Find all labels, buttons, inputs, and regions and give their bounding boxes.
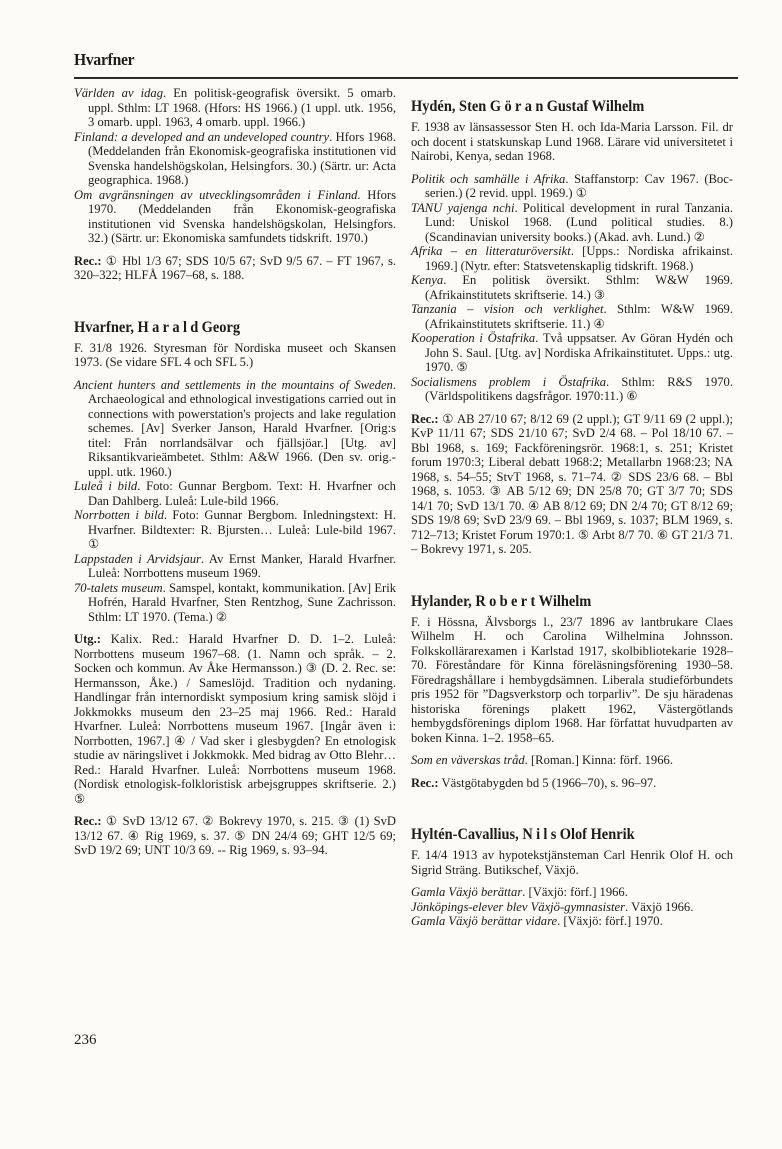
work-details: . En politisk-geografisk översikt. 5 omarb. uppl. Sthlm: LT 1968. (Hfors: HS 1966.) (1 uppl. utk. 1956, 3 omarb. uppl. 1963, 4 omarb. uppl. 1966.) bbox=[88, 86, 396, 129]
work-details: . Hfors 1970. (Meddelanden från Ekonomisk-geografiska institutionen vid Svenska handelshögskolan, Helsingfors. 32.) (Särtr. ur: Ekonomiska samfundets tidskrift. 1970.) bbox=[88, 187, 396, 245]
work-details: . Hfors 1968. (Meddelanden från Ekonomisk-geografiska institutionen vid Svenska handelshögskolan, Helsingfors. 30.) (Särtr. ur: Acta geographica. 1968.) bbox=[88, 129, 396, 187]
edited-works bbox=[74, 632, 396, 806]
work-title: Om avgränsningen av utvecklingsområden i Finland bbox=[74, 187, 358, 202]
work-item bbox=[411, 914, 733, 929]
work-title: Kenya bbox=[411, 273, 444, 287]
work-item bbox=[411, 201, 733, 245]
work-item bbox=[411, 900, 733, 915]
work-details: . Foto: Gunnar Bergbom. Inledningstext: H. Hvarfner. Bildtexter: R. Bjursten… Luleå: Lule-bild 1967. ① bbox=[88, 508, 396, 551]
entry-heading: Hydén, Sten GöranGustaf Wilhelm bbox=[411, 98, 645, 115]
work-details: . Political development in rural Tanzania. Lund: Uniskol 1968. (Lund political studies. 8.) (Scandinavian university books.) (Akad. avh. Lund.) ② bbox=[425, 200, 733, 244]
reviews bbox=[411, 776, 733, 791]
work-title: Gamla Växjö berättar bbox=[411, 885, 523, 899]
work-title: Lappstaden i Arvidsjaur bbox=[74, 551, 201, 566]
reviews-text: ① AB 27/10 67; 8/12 69 (2 uppl.); GT 9/11 69 (2 uppl.); KvP 11/11 67; SDS 21/10 67; SvD 2/4 68. – Pol 18/10 67. – Bbl 1968, s. 169; Fackföreningsrör. 1968:1, s. 251; Kristet forum 1970:3; Liberal debatt 1968:2; Metallarbn 1968:23; NA 1968, s. 54–55; StvT 1968, s. 71–74. ② SDS 23/6 68. – Bbl 1968, s. 1053. ③ AB 5/12 69; DN 25/8 70; GT 3/7 70; SDS 14/1 70; SvD 13/1 70. ④ AB 8/12 69; DN 2/4 70; GT 8/12 69; SDS 19/8 69; SvD 23/9 69. – Bbl 1969, s. 1037; BLM 1969, s. 712–713; Kristet Forum 1970:1. ⑤ Arbt 8/7 70. ⑥ GT 21/3 71. – Bokrevy 1971, s. 205. bbox=[411, 411, 733, 556]
work-details: . Samspel, kontakt, kommunikation. [Av] Erik Hofrén, Harald Hvarfner, Sten Rentzhog, Sune Zachrisson. Sthlm: LT 1970. (Tema.) ② bbox=[88, 580, 396, 624]
work-details: . Foto: Gunnar Bergbom. Text: H. Hvarfner och Dan Dahlberg. Luleå: Lule-bild 1966. bbox=[88, 479, 396, 508]
reviews-label: Rec.: bbox=[411, 411, 439, 426]
work-item bbox=[411, 172, 733, 201]
reviews-label: Rec.: bbox=[74, 253, 102, 268]
work-title: Luleå i bild bbox=[74, 479, 138, 493]
work-details: . [Upps.: Nordiska afrikainst. 1969.] (Nytr. efter: Statsvetenskaplig tidskrift. 1968.) bbox=[425, 244, 734, 273]
work-title: 70-talets museum bbox=[74, 580, 163, 595]
reviews bbox=[411, 412, 733, 557]
work-title: Jönköpings-elever blev Växjö-gymnasister bbox=[411, 899, 626, 914]
given-name-spaced: Robert bbox=[475, 592, 539, 610]
work-details: . Två uppsatser. Av Göran Hydén och John S. Saul. [Utg. av] Nordiska Afrikainstitutet. Upps.: utg. 1970. ⑤ bbox=[425, 331, 733, 374]
work-item bbox=[74, 378, 396, 480]
work-title: Kooperation i Östafrika bbox=[411, 331, 536, 345]
work-item bbox=[74, 188, 396, 246]
entry-heading: Hyltén-Cavallius, NilsOlof Henrik bbox=[411, 826, 635, 843]
work-title: Politik och samhälle i Afrika bbox=[411, 171, 566, 186]
work-details: . Sthlm: R&S 1970. (Världspolitikens dagsfrågor. 1970:11.) ⑥ bbox=[425, 374, 733, 403]
work-item bbox=[74, 86, 396, 130]
work-item bbox=[411, 375, 733, 404]
work-title: Gamla Växjö berättar vidare bbox=[411, 914, 558, 928]
biography: F. i Hössna, Älvsborgs l., 23/7 1896 av lantbrukare Claes Wilhelm H. och Carolina Wilhelmina Johnsson. Folkskollärarexamen i Karlstad 1917, skolbibliotekarie 1928–70. Föreståndare för Kinna föreläsningsförening 1930–58. Föredragshållare i hembygdsämnen. Liberala studieförbundets pris 1952 för ”Dagsverkstorp och torparliv”. De sju häradenas historiska förenings plakett 1962, Västergötlands hembygdsförenings diplom 1968. Har författat huvudparten av boken Kinna. 1–2. 1958–65. bbox=[411, 614, 733, 745]
entry-hyden bbox=[411, 98, 733, 557]
given-name-spaced: Nils bbox=[522, 826, 560, 843]
reviews-label: Rec.: bbox=[411, 775, 439, 790]
work-title: Som en väverskas tråd bbox=[411, 753, 525, 767]
work-item bbox=[411, 302, 733, 331]
work-details: . Sthlm: W&W 1969. (Afrikainstitutets skriftserie. 11.) ④ bbox=[425, 302, 733, 331]
edited-label: Utg.: bbox=[74, 632, 101, 646]
work-details: . [Roman.] Kinna: förf. 1966. bbox=[524, 753, 673, 767]
reviews bbox=[74, 254, 396, 283]
biography: F. 14/4 1913 av hypotekstjänsteman Carl Henrik Olof H. och Sigrid Sträng. Butikschef, Växjö. bbox=[411, 848, 733, 877]
reviews-text: ① Hbl 1/3 67; SDS 10/5 67; SvD 9/5 67. – FT 1967, s. 320–322; HLFÅ 1967–68, s. 188. bbox=[74, 253, 396, 282]
work-title: Socialismens problem i Östafrika bbox=[411, 374, 607, 389]
work-item bbox=[74, 581, 396, 625]
work-details: . Växjö 1966. bbox=[625, 899, 694, 914]
header-rule bbox=[74, 77, 738, 79]
work-details: . [Växjö: förf.] 1970. bbox=[557, 914, 663, 928]
work-item bbox=[411, 244, 733, 273]
work-title: TANU yajenga nchi bbox=[411, 200, 515, 215]
entry-hylander bbox=[411, 593, 733, 791]
edited-text: Kalix. Red.: Harald Hvarfner D. D. 1–2. Luleå: Norrbottens museum 1967–68. (1. Namn och språk. – 2. Socken och kommun. Av Åke Hermansson.) ③ (D. 2. Rec. se: Hermansson, Åke.) / Sameslöjd. Tradition och nydaning. Handlingar från internordiskt symposium kring samisk slöjd i Jokkmokks museum den 23–25 maj 1966. Red.: Harald Hvarfner. Luleå: Norrbottens museum 1967. [Ingår även i: Norrbotten, 1967.] ④ / Vad sker i glesbygden? En etnologisk studie av näringslivet i Jokkmokk. Med bidrag av Otto Blehr… Red.: Harald Hvarfner. Luleå: Norrbottens museum 1968. (Nordisk etnologisk-folkloristisk arbejsgruppes skriftserie. 2.) ⑤ bbox=[74, 632, 396, 806]
work-details: . Archaeological and ethnological investigations carried out in connections with powerstation's projects and lake regulation schemes. [Av] Sverker Janson, Harald Hvarfner. [Orig:s titel: Från norrlandsälvar och fjällsjöar.] [Utg. av] Riksantikvarieämbetet. Sthlm: A&W 1966. (Den sv. orig.-uppl. utk. 1960.) bbox=[88, 377, 396, 479]
work-item bbox=[411, 885, 733, 900]
work-title: Tanzania – vision och verklighet bbox=[411, 302, 604, 316]
work-title: Norrbotten i bild bbox=[74, 508, 164, 522]
entry-heading: Hylander, RobertWilhelm bbox=[411, 592, 592, 610]
work-title: Afrika – en litteraturöversikt bbox=[411, 244, 571, 258]
work-title: Världen av idag bbox=[74, 86, 163, 100]
work-item bbox=[74, 508, 396, 552]
entry-hvarfner-harald bbox=[74, 319, 396, 858]
work-title: Finland: a developed and an undeveloped country bbox=[74, 129, 330, 144]
work-details: . [Växjö: förf.] 1966. bbox=[522, 885, 628, 899]
work-item bbox=[74, 130, 396, 188]
entry-hylten-cavallius bbox=[411, 826, 733, 929]
biography: F. 31/8 1926. Styresman för Nordiska museet och Skansen 1973. (Se vidare SFL 4 och SFL 5.) bbox=[74, 340, 396, 369]
reviews-text: Västgötabygden bd 5 (1966–70), s. 96–97. bbox=[438, 775, 657, 790]
biography: F. 1938 av länsassessor Sten H. och Ida-Maria Larsson. Fil. dr och docent i statskunskap Lund 1968. Lärare vid universitetet i Nairobi, Kenya, sedan 1968. bbox=[411, 120, 733, 163]
work-item bbox=[411, 753, 733, 768]
right-column bbox=[411, 98, 733, 929]
work-details: . En politisk översikt. Sthlm: W&W 1969. (Afrikainstitutets skriftserie. 14.) ③ bbox=[425, 273, 733, 302]
work-details: . Av Ernst Manker, Harald Hvarfner. Luleå: Norrbottens museum 1969. bbox=[88, 551, 396, 580]
work-item bbox=[411, 331, 733, 375]
work-title: Ancient hunters and settlements in the mountains of Sweden bbox=[74, 377, 393, 392]
reviews-label: Rec.: bbox=[74, 814, 102, 828]
running-head: Hvarfner bbox=[74, 50, 135, 69]
work-item bbox=[74, 552, 396, 581]
reviews-text: ① SvD 13/12 67. ② Bokrevy 1970, s. 215. ③ (1) SvD 13/12 67. ④ Rig 1969, s. 37. ⑤ DN 24/4 69; GHT 12/5 69; SvD 19/2 69; UNT 10/3 69. -- Rig 1969, s. 93–94. bbox=[74, 814, 396, 857]
work-details: . Staffanstorp: Cav 1967. (Boc-serien.) (2 revid. uppl. 1969.) ① bbox=[425, 171, 733, 200]
given-name-spaced: Göran bbox=[489, 98, 547, 115]
reviews bbox=[74, 814, 396, 858]
entry-heading: Hvarfner, HaraldGeorg bbox=[74, 318, 241, 336]
page-number: 236 bbox=[74, 1032, 97, 1048]
given-name-spaced: Harald bbox=[137, 318, 202, 336]
left-column bbox=[74, 86, 396, 858]
work-item bbox=[74, 479, 396, 508]
work-item bbox=[411, 273, 733, 302]
entry-hvarfner-continued bbox=[74, 86, 396, 283]
